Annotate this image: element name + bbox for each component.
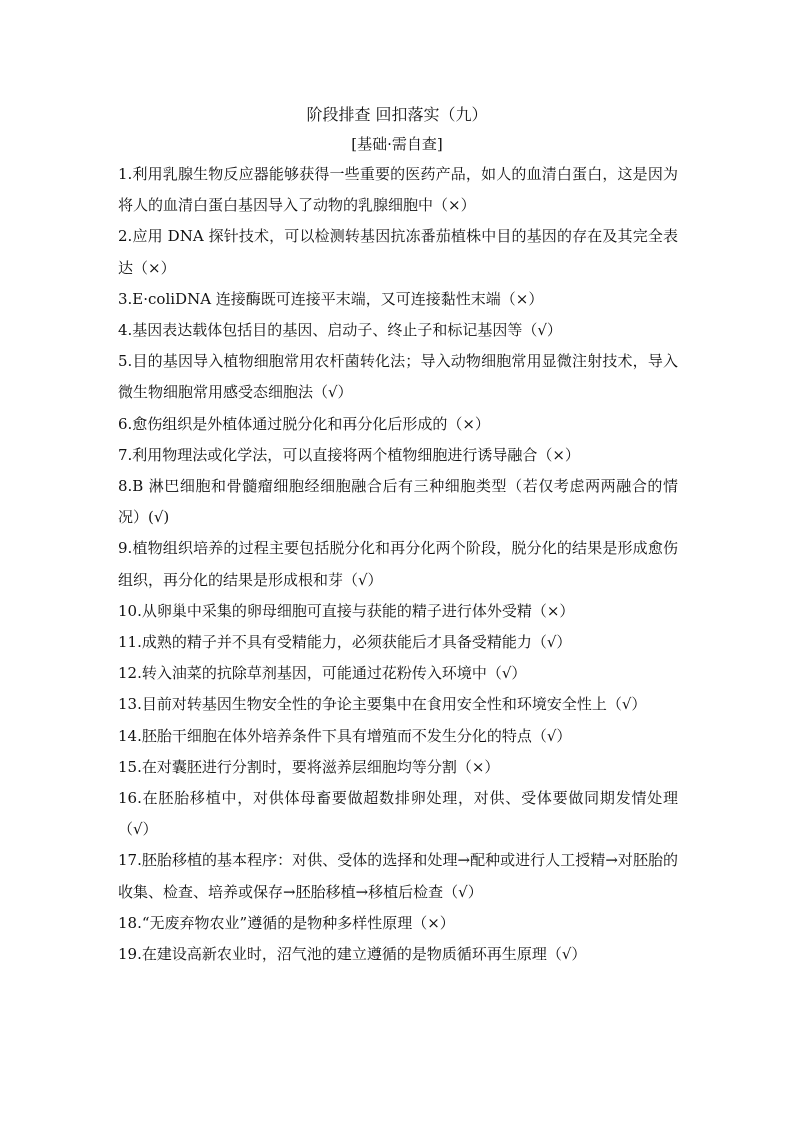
page-title: 阶段排查 回扣落实（九） (306, 105, 488, 124)
list-item: 4.基因表达载体包括目的基因、启动子、终止子和标记基因等（√） (118, 321, 562, 340)
list-item: 9.植物组织培养的过程主要包括脱分化和再分化两个阶段，脱分化的结果是形成愈伤组织，再分化的结果是形成根和芽（√） (118, 539, 678, 589)
list-item: 1.利用乳腺生物反应器能够获得一些重要的医药产品，如人的血清白蛋白，这是因为将人的血清白蛋白基因导入了动物的乳腺细胞中（×） (118, 165, 678, 215)
list-item: 16.在胚胎移植中，对供体母畜要做超数排卵处理，对供、受体要做同期发情处理（√） (118, 789, 678, 839)
list-item: 18.“无废弃物农业”遵循的是物种多样性原理（×） (118, 913, 455, 932)
list-item: 13.目前对转基因生物安全性的争论主要集中在食用安全性和环境安全性上（√） (118, 695, 647, 714)
list-item: 12.转入油菜的抗除草剂基因，可能通过花粉传入环境中（√） (118, 664, 527, 683)
list-item: 2.应用 DNA 探针技术，可以检测转基因抗冻番茄植株中目的基因的存在及其完全表达（×） (118, 227, 678, 277)
list-item: 5.目的基因导入植物细胞常用农杆菌转化法；导入动物细胞常用显微注射技术，导入微生物细胞常用感受态细胞法（√） (118, 352, 678, 402)
question-list (118, 159, 678, 970)
list-item: 14.胚胎干细胞在体外培养条件下具有增殖而不发生分化的特点（√） (118, 726, 572, 745)
section-subtitle: [基础·需自查] (351, 135, 443, 153)
list-item: 8.B 淋巴细胞和骨髓瘤细胞经细胞融合后有三种细胞类型（若仅考虑两两融合的情况）(√) (118, 477, 678, 527)
list-item: 10.从卵巢中采集的卵母细胞可直接与获能的精子进行体外受精（×） (118, 601, 575, 620)
list-item: 19.在建设高新农业时，沼气池的建立遵循的是物质循环再生原理（√） (118, 945, 587, 964)
list-item: 7.利用物理法或化学法，可以直接将两个植物细胞进行诱导融合（×） (118, 445, 580, 464)
list-item: 3.E·coliDNA 连接酶既可连接平末端，又可连接黏性末端（×） (118, 289, 544, 308)
list-item: 15.在对囊胚进行分割时，要将滋养层细胞均等分割（×） (118, 757, 500, 776)
list-item: 6.愈伤组织是外植体通过脱分化和再分化后形成的（×） (118, 414, 490, 433)
list-item: 11.成熟的精子并不具有受精能力，必须获能后才具备受精能力（√） (118, 633, 572, 652)
list-item: 17.胚胎移植的基本程序：对供、受体的选择和处理→配种或进行人工授精→对胚胎的收集、检查、培养或保存→胚胎移植→移植后检查（√） (118, 851, 678, 901)
